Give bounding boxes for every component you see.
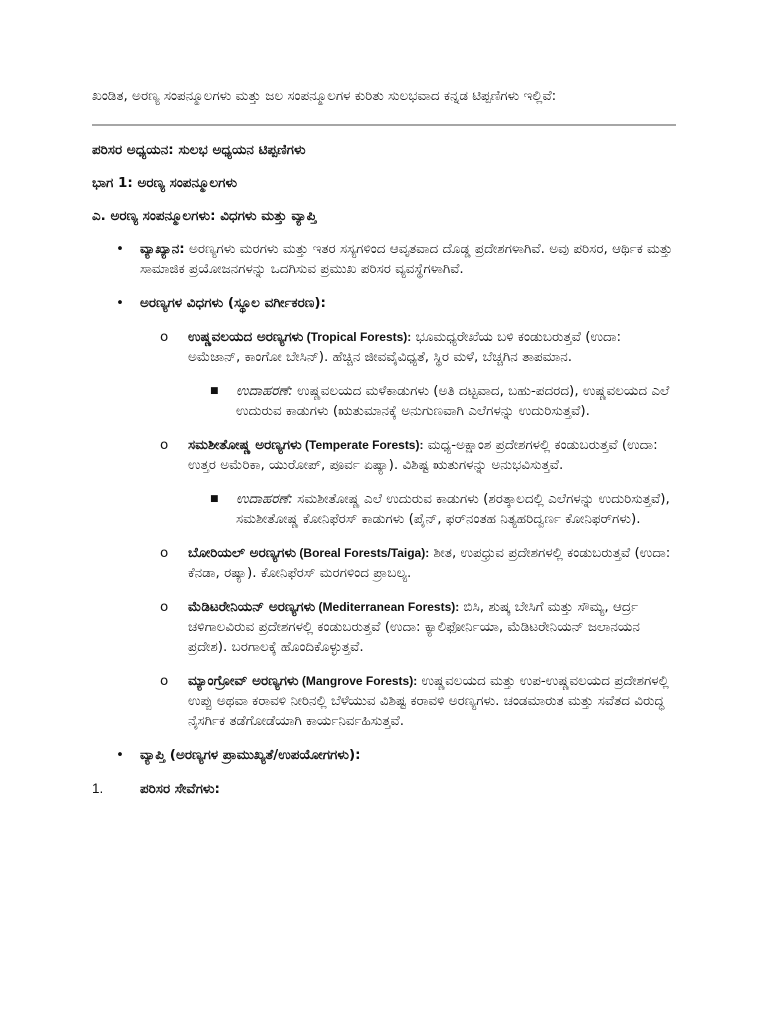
circle-bullet-icon: o (160, 545, 169, 561)
list-item-tropical-forests (140, 327, 676, 421)
circle-bullet-icon: o (160, 437, 169, 453)
type-label: ಸಮಶೀತೋಷ್ಣ ಅರಣ್ಯಗಳು (188, 437, 302, 453)
type-english-name: (Mangrove Forests): (298, 674, 418, 688)
example-label: ಉದಾಹರಣೆ: (236, 491, 293, 507)
square-bullet-icon: ■ (210, 386, 219, 396)
list-item-boreal-forests (140, 543, 676, 583)
type-description: ಭೂಮಧ್ಯರೇಖೆಯ ಬಳಿ ಕಂಡುಬರುತ್ತವೆ (ಉದಾ: ಅಮೆಜಾನ್, ಕಾಂಗೋ ಬೇಸಿನ್). ಹೆಚ್ಚಿನ ಜೀವವೈವಿಧ್ಯತೆ, ಸ್ಥಿರ ಮಳೆ, ಬೆಚ್ಚಗಿನ ತಾಪಮಾನ. (188, 329, 622, 365)
definition-label: ವ್ಯಾಖ್ಯಾನ: (140, 241, 185, 257)
bullet-icon: • (116, 295, 124, 311)
scope-heading: ವ್ಯಾಪ್ತಿ (ಅರಣ್ಯಗಳ ಪ್ರಾಮುಖ್ಯತೆ/ಉಪಯೋಗಗಳು): (140, 747, 361, 763)
list-number: 1. (92, 781, 104, 796)
bullet-icon: • (116, 747, 124, 763)
forest-types-heading: ಅರಣ್ಯಗಳ ವಿಧಗಳು (ಸ್ಥೂಲ ವರ್ಗೀಕರಣ): (140, 295, 326, 311)
type-english-name: (Mediterranean Forests): (315, 600, 460, 614)
circle-bullet-icon: o (160, 599, 169, 615)
main-bullet-list (92, 239, 676, 765)
type-description: ಬಿಸಿ, ಶುಷ್ಕ ಬೇಸಿಗೆ ಮತ್ತು ಸೌಮ್ಯ, ಆರ್ದ್ರ ಚಳಿಗಾಲವಿರುವ ಪ್ರದೇಶಗಳಲ್ಲಿ ಕಂಡುಬರುತ್ತವೆ (ಉದಾ: ಕ್ಯಾಲಿಫೋರ್ನಿಯಾ, ಮೆಡಿಟರೇನಿಯನ್ ಜಲಾನಯನ ಪ್ರದೇಶ). ಬರಗಾಲಕ್ಕೆ ಹೊಂದಿಕೊಳ್ಳುತ್ತವೆ. (188, 599, 640, 655)
section-heading: ಎ. ಅರಣ್ಯ ಸಂಪನ್ಮೂಲಗಳು: ವಿಧಗಳು ಮತ್ತು ವ್ಯಾಪ್ತಿ (92, 208, 317, 224)
circle-bullet-icon: o (160, 673, 169, 689)
example-text: ಉಷ್ಣವಲಯದ ಮಳೆಕಾಡುಗಳು (ಅತಿ ದಟ್ಟವಾದ, ಬಹು-ಪದರದ), ಉಷ್ಣವಲಯದ ಎಲೆ ಉದುರುವ ಕಾಡುಗಳು (ಋತುಮಾನಕ್ಕೆ ಅನುಗುಣವಾಗಿ ಎಲೆಗಳನ್ನು ಉದುರಿಸುತ್ತವೆ). (236, 383, 670, 419)
list-item-example (188, 489, 676, 529)
intro-text: ಖಂಡಿತ, ಅರಣ್ಯ ಸಂಪನ್ಮೂಲಗಳು ಮತ್ತು ಜಲ ಸಂಪನ್ಮೂಲಗಳ ಕುರಿತು ಸುಲಭವಾದ ಕನ್ನಡ ಟಿಪ್ಪಣಿಗಳು ಇಲ್ಲಿವೆ: (92, 88, 557, 104)
list-item-scope (92, 745, 676, 765)
list-item-mangrove-forests (140, 671, 676, 731)
type-description: ಶೀತ, ಉಪಧ್ರುವ ಪ್ರದೇಶಗಳಲ್ಲಿ ಕಂಡುಬರುತ್ತವೆ (ಉದಾ: ಕೆನಡಾ, ರಷ್ಯಾ). ಕೋನಿಫೆರಸ್ ಮರಗಳಿಂದ ಪ್ರಾಬಲ್ಯ. (188, 545, 671, 581)
numbered-item-ecological-services (92, 779, 676, 799)
document-title: ಪರಿಸರ ಅಧ್ಯಯನ: ಸುಲಭ ಅಧ್ಯಯನ ಟಿಪ್ಪಣಿಗಳು (92, 142, 306, 158)
circle-bullet-icon: o (160, 329, 169, 345)
type-label: ಬೋರಿಯಲ್ ಅರಣ್ಯಗಳು (188, 545, 297, 561)
example-text: ಸಮಶೀತೋಷ್ಣ ಎಲೆ ಉದುರುವ ಕಾಡುಗಳು (ಶರತ್ಕಾಲದಲ್ಲಿ ಎಲೆಗಳನ್ನು ಉದುರಿಸುತ್ತವೆ), ಸಮಶೀತೋಷ್ಣ ಕೋನಿಫೆರಸ್ ಕಾಡುಗಳು (ಪೈನ್, ಫರ್‌ನಂತಹ ನಿತ್ಯಹರಿದ್ವರ್ಣ ಕೋನಿಫರ್‌ಗಳು). (236, 491, 670, 527)
type-english-name: (Boreal Forests/Taiga): (296, 546, 430, 560)
forest-types-list (140, 327, 676, 731)
type-label: ಮೆಡಿಟರೇನಿಯನ್ ಅರಣ್ಯಗಳು (188, 599, 316, 615)
list-item-example (188, 381, 676, 421)
horizontal-rule (92, 124, 676, 126)
list-item-mediterranean-forests (140, 597, 676, 657)
type-description: ಮಧ್ಯ-ಅಕ್ಷಾಂಶ ಪ್ರದೇಶಗಳಲ್ಲಿ ಕಂಡುಬರುತ್ತವೆ (ಉದಾ: ಉತ್ತರ ಅಮೆರಿಕಾ, ಯುರೋಪ್, ಪೂರ್ವ ಏಷ್ಯಾ). ವಿಶಿಷ್ಟ ಋತುಗಳನ್ನು ಅನುಭವಿಸುತ್ತವೆ. (188, 437, 658, 473)
example-list (188, 489, 676, 529)
numbered-item-label: ಪರಿಸರ ಸೇವೆಗಳು: (140, 781, 220, 797)
definition-text: ಅರಣ್ಯಗಳು ಮರಗಳು ಮತ್ತು ಇತರ ಸಸ್ಯಗಳಿಂದ ಆವೃತವಾದ ದೊಡ್ಡ ಪ್ರದೇಶಗಳಾಗಿವೆ. ಅವು ಪರಿಸರ, ಆರ್ಥಿಕ ಮತ್ತು ಸಾಮಾಜಿಕ ಪ್ರಯೋಜನಗಳನ್ನು ಒದಗಿಸುವ ಪ್ರಮುಖ ಪರಿಸರ ವ್ಯವಸ್ಥೆಗಳಾಗಿವೆ. (140, 241, 673, 277)
bullet-icon: • (116, 241, 124, 257)
list-item-temperate-forests (140, 435, 676, 529)
type-english-name: (Temperate Forests): (301, 438, 424, 452)
type-english-name: (Tropical Forests): (303, 330, 412, 344)
example-list (188, 381, 676, 421)
list-item-forest-types (92, 293, 676, 731)
type-label: ಉಷ್ಣವಲಯದ ಅರಣ್ಯಗಳು (188, 329, 304, 345)
type-label: ಮ್ಯಾಂಗ್ರೋವ್ ಅರಣ್ಯಗಳು (188, 673, 299, 689)
type-description: ಉಷ್ಣವಲಯದ ಮತ್ತು ಉಪ-ಉಷ್ಣವಲಯದ ಪ್ರದೇಶಗಳಲ್ಲಿ ಉಪ್ಪು ಅಥವಾ ಕರಾವಳಿ ನೀರಿನಲ್ಲಿ ಬೆಳೆಯುವ ವಿಶಿಷ್ಟ ಕರಾವಳಿ ಅರಣ್ಯಗಳು. ಚಂಡಮಾರುತ ಮತ್ತು ಸವೆತದ ವಿರುದ್ಧ ನೈಸರ್ಗಿಕ ತಡೆಗೋಡೆಯಾಗಿ ಕಾರ್ಯನಿರ್ವಹಿಸುತ್ತವೆ. (188, 673, 669, 729)
list-item-definition (92, 239, 676, 279)
example-label: ಉದಾಹರಣೆ: (236, 383, 293, 399)
square-bullet-icon: ■ (210, 494, 219, 504)
numbered-list (92, 779, 676, 799)
part-heading: ಭಾಗ 1: ಅರಣ್ಯ ಸಂಪನ್ಮೂಲಗಳು (92, 175, 238, 191)
